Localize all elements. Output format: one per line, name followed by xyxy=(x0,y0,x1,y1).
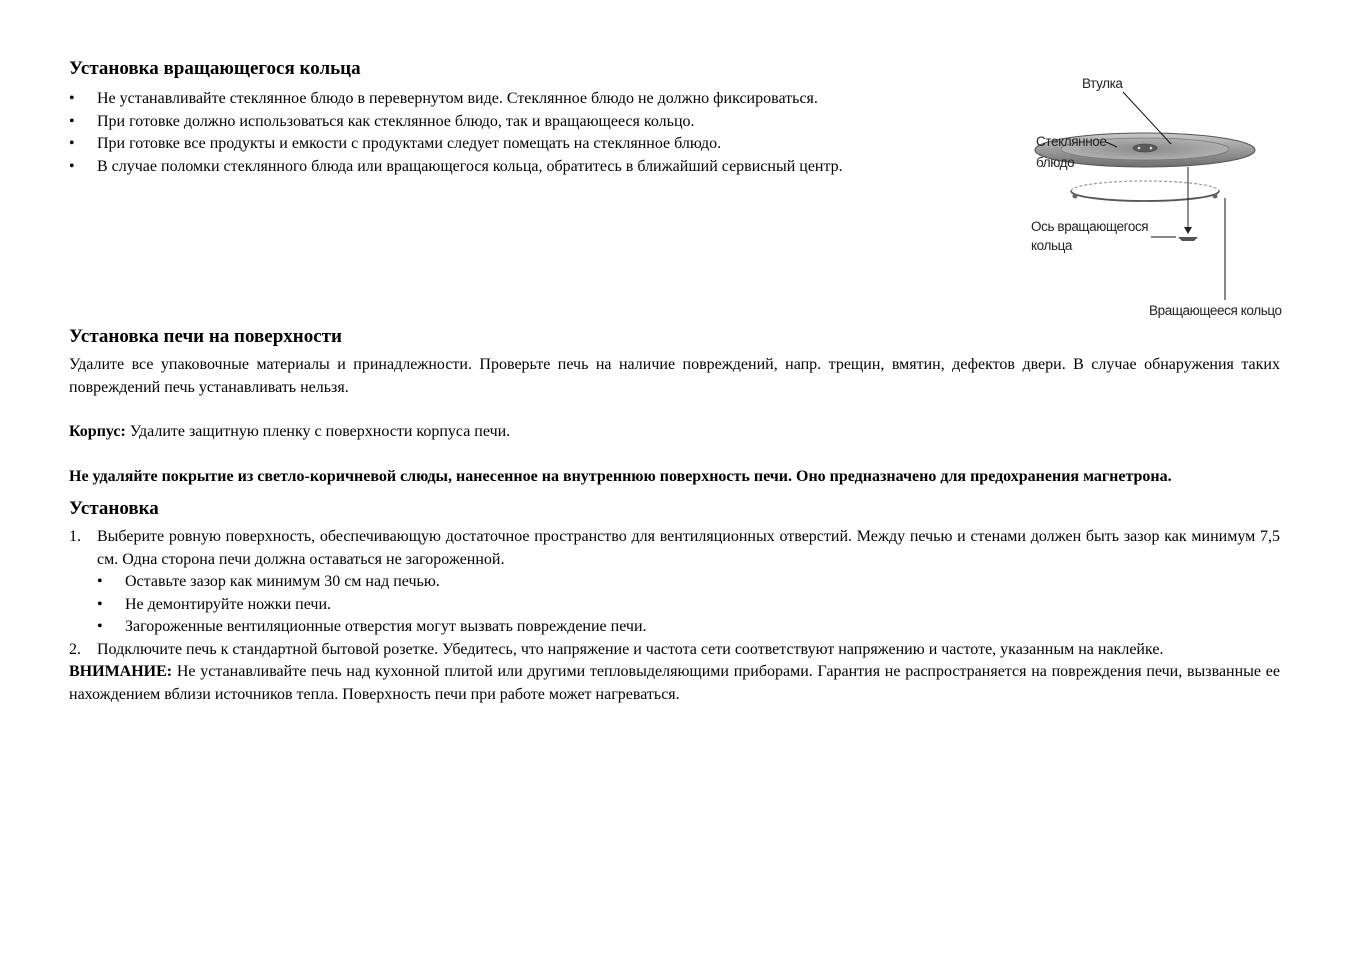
list-item: • Загороженные вентиляционные отверстия могут вызвать повреждение печи. xyxy=(97,616,1280,639)
list-item: • Не демонтируйте ножки печи. xyxy=(97,594,1280,617)
label-hub: Втулка xyxy=(1082,76,1123,91)
document-page xyxy=(69,56,1280,706)
list-item: • Не устанавливайте стеклянное блюдо в перевернутом виде. Стеклянное блюдо не должно фиксироваться. xyxy=(69,88,891,111)
surface-intro: Удалите все упаковочные материалы и принадлежности. Проверьте печь на наличие повреждений, напр. трещин, вмятин, дефектов двери. В случае обнаружения таких повреждений печь устанавливать нельзя. xyxy=(69,356,1280,396)
roller-wheel xyxy=(1073,194,1078,199)
axis-coupler xyxy=(1178,237,1198,241)
body-note-label: Корпус: xyxy=(69,423,126,440)
list-item: • В случае поломки стеклянного блюда или вращающегося кольца, обратитесь в ближайший сервисный центр. xyxy=(69,156,891,179)
list-item: • При готовке все продукты и емкости с продуктами следует помещать на стеклянное блюдо. xyxy=(69,133,891,156)
install-step xyxy=(69,639,1280,662)
step-bullets xyxy=(97,571,1280,639)
mica-warning xyxy=(69,466,1280,489)
install-steps xyxy=(69,526,1280,661)
turntable-bullets xyxy=(69,88,891,178)
roller-ring-back xyxy=(1071,181,1219,191)
turntable-diagram-svg xyxy=(959,70,1282,325)
attention-label: ВНИМАНИЕ: xyxy=(69,663,173,680)
body-note-text: Удалите защитную пленку с поверхности корпуса печи. xyxy=(125,423,511,440)
step-text: Подключите печь к стандартной бытовой розетке. Убедитесь, что напряжение и частота сети соответствуют напряжению и частоте, указанным на наклейке. xyxy=(97,640,1164,658)
label-plate-line1: Стеклянное xyxy=(1036,134,1107,149)
axis-arrow xyxy=(1184,227,1192,234)
list-item: • При готовке должно использоваться как стеклянное блюдо, так и вращающееся кольцо. xyxy=(69,111,891,134)
hub-dot xyxy=(1138,147,1141,150)
install-step xyxy=(69,526,1280,639)
hub xyxy=(1133,144,1157,152)
surface-title: Установка печи на поверхности xyxy=(69,326,342,347)
attention-note xyxy=(69,661,1280,706)
list-item: • Оставьте зазор как минимум 30 см над печью. xyxy=(97,571,1280,594)
roller-wheel xyxy=(1213,194,1218,199)
surface-section xyxy=(69,324,1280,488)
mica-warning-text: Не удаляйте покрытие из светло-коричневой слюды, нанесенное на внутреннюю поверхность печи. Оно предназначено для предохранения магнетрона. xyxy=(69,467,1172,485)
turntable-section xyxy=(69,56,1280,324)
turntable-diagram xyxy=(959,70,1282,325)
turntable-text xyxy=(69,56,891,178)
label-plate-line2: блюдо xyxy=(1036,155,1075,170)
roller-ring-front xyxy=(1071,191,1219,201)
turntable-title: Установка вращающегося кольца xyxy=(69,58,361,79)
install-title: Установка xyxy=(69,498,159,519)
step-number: 2. xyxy=(69,640,81,658)
label-axis-line1: Ось вращающегося xyxy=(1031,219,1149,234)
attention-text: Не устанавливайте печь над кухонной плитой или другими тепловыделяющими приборами. Гарантия не распространяется на повреждения печи, вызванные ее нахождением вблизи источников тепла. Поверхность печи при работе может нагреваться. xyxy=(69,663,1280,703)
label-axis-line2: кольца xyxy=(1031,238,1073,253)
step-text: Выберите ровную поверхность, обеспечивающую достаточное пространство для вентиляционных отверстий. Между печью и стенами должен быть зазор как минимум 7,5 см. Одна сторона печи должна оставаться не загороженной. xyxy=(97,528,1280,568)
label-ring: Вращающееся кольцо xyxy=(1149,303,1282,318)
install-section xyxy=(69,496,1280,706)
step-number: 1. xyxy=(69,528,81,545)
body-note xyxy=(69,421,1280,444)
hub-dot xyxy=(1150,147,1153,150)
